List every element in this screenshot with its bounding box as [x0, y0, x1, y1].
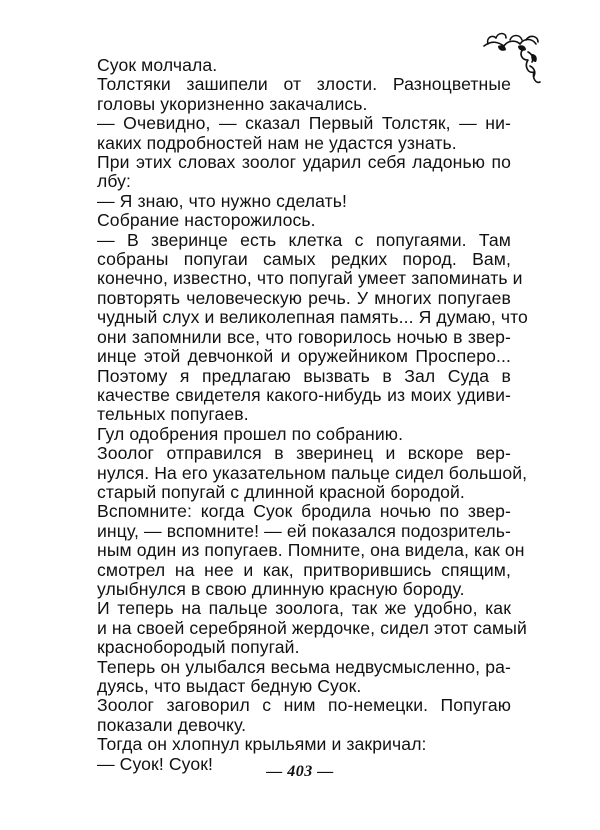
text-line: качестве свидетеля какого-нибудь из моих удиви-	[97, 384, 511, 405]
text-line: дуясь, что выдаст бедную Суок.	[97, 676, 362, 696]
text-line: Толстяки зашипели от злости. Разноцветные	[97, 74, 511, 95]
text-line: повторять человеческую речь. У многих попугаев	[97, 287, 511, 308]
text-line: Поэтому я предлагаю вызвать в Зал Суда в	[97, 365, 511, 386]
text-line: улыбнулся в свою длинную красную бороду.	[97, 578, 465, 599]
book-page-text	[97, 55, 528, 774]
paragraph	[97, 192, 511, 211]
text-line: головы укоризненно закачались.	[97, 93, 368, 114]
text-line: Тогда он хлопнул крыльями и закричал:	[97, 734, 427, 755]
page-number: — 403 —	[266, 763, 334, 780]
text-line: — Я знаю, что нужно сделать!	[97, 190, 348, 211]
text-line: смотрел на нее и как, притворившись спящим,	[97, 559, 511, 580]
text-line: — В зверинце есть клетка с попугаями. Там	[97, 229, 511, 250]
text-line: и на своей серебряной жердочке, сидел этот самый	[97, 617, 527, 638]
paragraph	[97, 75, 511, 114]
text-line: конечно, известно, что попугай умеет запоминать и	[97, 268, 523, 289]
paragraph	[97, 229, 528, 425]
text-line: лбу:	[97, 171, 132, 192]
text-line: собраны попугаи самых редких пород. Вам,	[97, 249, 511, 270]
text-line: старый попугай с длинной красной бородой.	[97, 481, 465, 502]
text-line: показали девочку.	[97, 714, 247, 735]
text-line: инце этой девчонкой и оружейником Просперо...	[97, 346, 511, 367]
text-line: каких подробностей нам не удастся узнать.	[97, 132, 457, 153]
paragraph	[97, 443, 528, 502]
paragraph	[97, 114, 511, 153]
text-line: Вспомните: когда Суок бродила ночью по звер-	[97, 501, 511, 522]
text-line: — Суок! Суок!	[97, 753, 213, 774]
text-line: ным один из попугаев. Помните, она видела, как он	[97, 540, 525, 561]
text-line: краснобородый попугай.	[97, 637, 300, 658]
text-line: Теперь он улыбался весьма недвусмысленно, ра-	[97, 656, 511, 677]
text-line: При этих словах зоолог ударил себя ладонью по	[97, 152, 511, 173]
paragraph	[97, 598, 527, 658]
text-line: И теперь на пальце зоолога, так же удобно, как	[97, 598, 511, 619]
text-line: нулся. На его указательном пальце сидел большой,	[97, 462, 528, 483]
paragraph	[97, 153, 511, 192]
text-line: инцу, — вспомните! — ей показался подозритель-	[97, 520, 511, 541]
paragraph	[97, 211, 511, 230]
paragraph	[97, 501, 525, 599]
text-line: Зоолог отправился в зверинец и вскоре вер-	[97, 443, 511, 464]
paragraph	[97, 696, 511, 735]
text-line: — Очевидно, — сказал Первый Толстяк, — ни-	[97, 113, 511, 134]
paragraph	[97, 735, 511, 754]
paragraph	[97, 658, 511, 697]
text-line: Суок молчала.	[97, 55, 218, 75]
text-line: Собрание насторожилось.	[97, 210, 316, 231]
text-line: тельных попугаев.	[97, 404, 249, 425]
text-line: они запомнили все, что говорилось ночью в звер-	[97, 326, 511, 347]
paragraph	[97, 425, 511, 444]
paragraph	[97, 56, 511, 75]
text-line: чудный слух и великолепная память... Я думаю, что	[97, 307, 528, 328]
text-line: Зоолог заговорил с ним по-немецки. Попугаю	[97, 695, 511, 716]
text-line: Гул одобрения прошел по собранию.	[97, 423, 404, 444]
